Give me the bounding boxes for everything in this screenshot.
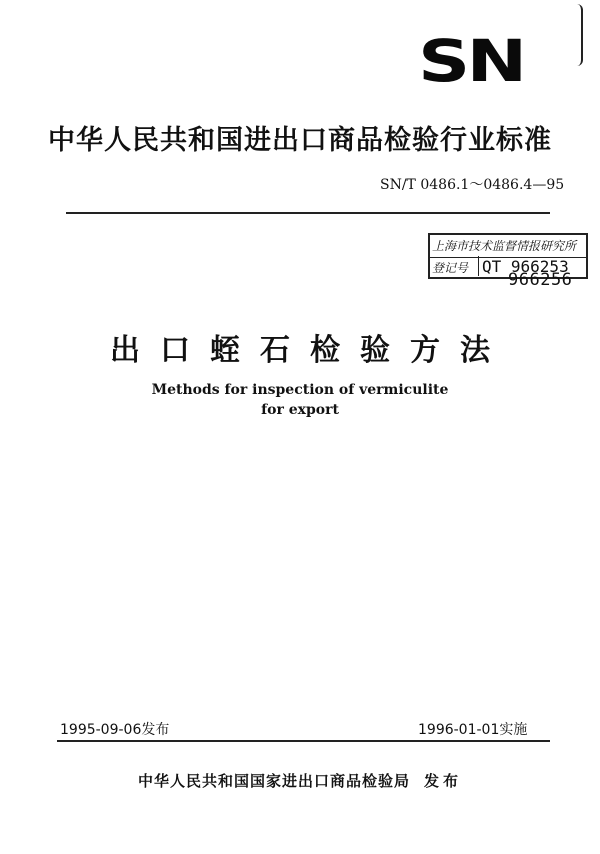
agency-title: 中华人民共和国进出口商品检验行业标准 (48, 125, 552, 156)
english-title-line-2: for export (261, 402, 339, 418)
publisher-line (0, 770, 600, 791)
standard-code: SN/T 0486.1～0486.4—95 (380, 177, 565, 193)
stamp-extension-number: 966256 (508, 270, 573, 290)
margin-mark (577, 4, 583, 66)
sn-logo: SN (418, 27, 524, 95)
stamp-label: 登记号 (432, 261, 469, 275)
stamp-number: QT 966253 (478, 256, 584, 276)
stamp-institute: 上海市技术监督情报研究所 (430, 236, 588, 258)
footer-divider (57, 740, 550, 742)
header-divider (66, 212, 550, 214)
issue-date: 1995-09-06发布 (60, 722, 170, 738)
effective-date: 1996-01-01实施 (418, 722, 528, 738)
publisher-suffix: 发布 (424, 772, 463, 790)
document-title: 出口蛭石检验方法 (110, 333, 510, 368)
english-title-line-1: Methods for inspection of vermiculite (151, 382, 449, 398)
publisher-name: 中华人民共和国国家进出口商品检验局 (137, 772, 410, 790)
